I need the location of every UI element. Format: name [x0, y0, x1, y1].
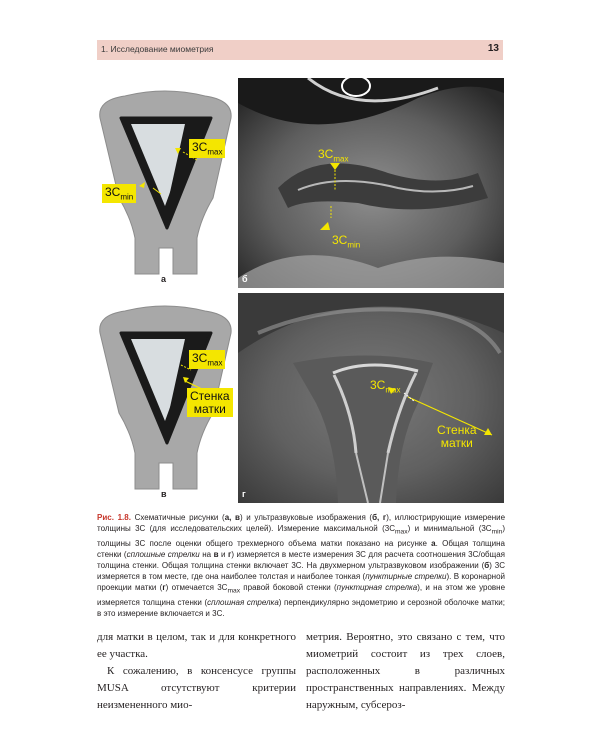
- figure-panel-a: [97, 78, 234, 288]
- figure-panel-g: [238, 293, 504, 503]
- label-3cmax-b: $3C_{max}$: [318, 147, 349, 164]
- body-column-right: [306, 629, 505, 714]
- label-3cmax-a: $3C_{max}$: [189, 139, 225, 158]
- panel-letter-v: в: [161, 489, 167, 499]
- chapter-title: 1. Исследование миометрия: [101, 44, 214, 54]
- caption-label: Рис. 1.8.: [97, 513, 131, 522]
- label-3cmin-b: $3C_{min}$: [332, 233, 361, 250]
- ultrasound-image-b: [238, 78, 504, 288]
- running-header: [97, 40, 503, 60]
- body-paragraph: К сожалению, в консенсусе группы MUSA отсутствуют критерии неизмененного мио-: [97, 665, 296, 711]
- uterus-schematic-a: [97, 78, 234, 288]
- label-wall-g: Стенка матки: [437, 423, 477, 450]
- body-paragraph: метрия. Вероятно, это связано с тем, что миометрий состоит из трех слоев, расположенных в различных пространственных направлениях. Между наружным, субсероз-: [306, 631, 505, 711]
- figure-panel-v: [97, 293, 234, 503]
- figure-panel-b: [238, 78, 504, 288]
- label-wall-v: Стенка матки: [187, 388, 233, 417]
- page-number: 13: [487, 43, 499, 54]
- ultrasound-image-g: [238, 293, 504, 503]
- panel-letter-g: г: [242, 489, 246, 499]
- label-3cmin-a: $3C_{min}$: [102, 184, 136, 203]
- label-3cmax-g: $3C_{max}$: [370, 378, 401, 395]
- panel-letter-a: а: [161, 274, 167, 284]
- figure-caption: Рис. 1.8. Схематичные рисунки (а, в) и ультразвуковые изображения (б, г), иллюстрирующие измерение толщины 3С (для исследовательских целей). Измерение максимальной $(3С_{max})$ и минимальной $(3С_{min})$ толщины 3С после оценки общего трехмерного объема матки показано на рисунке а. Общая толщина стенки (сплошные стрелки на в и г) измеряется в месте измерения 3С для расчета соотношения 3С/общая толщина стенки. Общая толщина стенки включает 3С. На двухмерном ультразвуковом изображении (б) 3С измеряется в том месте, где она наиболее толстая и наиболее тонкая (пунктирные стрелки). В коронарной проекции матки (г) отмечается $3С_{max}$ правой боковой стенки (пунктирная стрелка), и на этом же уровне измеряется толщина стенки (сплошная стрелка) перпендикулярно эндометрию и серозной оболочке матки; в это измерение включается и 3С.: [97, 513, 506, 618]
- panel-letter-b: б: [242, 274, 248, 284]
- body-column-left: [97, 629, 296, 714]
- body-paragraph: для матки в целом, так и для конкретного ее участка.: [97, 631, 296, 660]
- label-3cmax-v: $3C_{max}$: [189, 350, 225, 369]
